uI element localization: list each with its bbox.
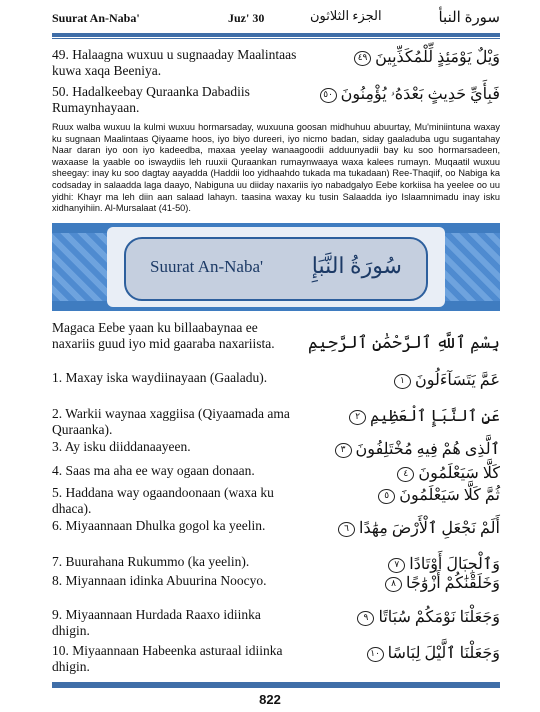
header-rule xyxy=(52,33,500,37)
verse-arabic xyxy=(352,47,500,67)
verse-arabic xyxy=(318,84,500,104)
verse-arabic xyxy=(395,463,500,483)
verse-translation: 7. Buurahana Rukummo (ka yeelin). xyxy=(52,554,250,569)
footer-rule xyxy=(52,682,500,688)
page-header xyxy=(52,8,500,34)
header-juz-label: Juz' 30 xyxy=(228,11,265,25)
verse-translation: 6. Miyaannaan Dhulka gogol ka yeelin. xyxy=(52,518,266,533)
verse-arabic-text: وَجَعَلْنَا نَوْمَكُمْ سُبَاتًا xyxy=(378,609,500,626)
header-juz-arabic: الجزء الثلاثون xyxy=(310,8,382,23)
verse-translation: 4. Saas ma aha ee way ogaan donaan. xyxy=(52,463,255,478)
page-number: 822 xyxy=(259,692,281,707)
verse-number-marker: ٩ xyxy=(357,611,374,626)
verse-translation: 10. Miyaannaan Habeenka asturaal idiinka dhigin. xyxy=(52,643,283,674)
verse-arabic-text: عَمَّ يَتَسَآءَلُونَ xyxy=(414,372,500,389)
verse-number-marker: ٤ xyxy=(397,467,414,482)
verse-translation: 5. Haddana way ogaandoonaan (waxa ku dhaca). xyxy=(52,485,274,516)
verse-translation: 50. Hadalkeebay Quraanka Dabadiis Rumaynhayaan. xyxy=(52,84,250,115)
verse-number-marker: ٣ xyxy=(335,443,352,458)
surah-banner xyxy=(52,223,500,311)
verse-arabic-text: أَلَمْ نَجْعَلِ ٱلْأَرْضَ مِهَٰدًا xyxy=(359,520,500,537)
verse-number-marker: ١ xyxy=(394,374,411,389)
verse-number-marker: ٨ xyxy=(385,577,402,592)
banner-title: Suurat An-Naba' xyxy=(150,257,264,276)
verse-arabic-text: وَجَعَلْنَا ٱلَّيْلَ لِبَاسًا xyxy=(387,645,500,662)
verse-arabic-text: كَلَّا سَيَعْلَمُونَ xyxy=(418,465,500,482)
verse-number-marker: ٧ xyxy=(388,558,405,573)
verse-translation: 49. Halaagna wuxuu u sugnaaday Maalintaas kuwa xaqa Beeniya. xyxy=(52,47,297,78)
verse-number-marker: ٦ xyxy=(338,522,355,537)
verse-number-marker: ٥٠ xyxy=(320,88,337,103)
verse-number-marker: ١٠ xyxy=(367,647,384,662)
basmala-translation: Magaca Eebe yaan ku billaabaynaa ee naxariis guud iyo mid gaaraba naxariista. xyxy=(52,320,275,351)
verse-number-marker: ٤٩ xyxy=(354,51,371,66)
verse-arabic xyxy=(386,554,500,574)
verse-arabic xyxy=(336,518,500,538)
verse-translation: 1. Maxay iska waydiinayaan (Gaaladu). xyxy=(52,370,268,385)
banner-title-arabic: سُورَةُ النَّبَإِ xyxy=(311,253,402,278)
verse-translation: 9. Miyaannaan Hurdada Raaxo idiinka dhigin. xyxy=(52,607,261,638)
verse-arabic-text: وَيْلٌ يَوْمَئِذٍ لِّلْمُكَذِّبِينَ xyxy=(375,49,500,66)
verse-arabic xyxy=(355,607,500,627)
verse-arabic xyxy=(392,370,500,390)
verse-arabic xyxy=(333,439,500,459)
verse-arabic xyxy=(365,643,500,663)
verse-arabic-text: وَٱلْجِبَالَ أَوْتَادًا xyxy=(409,556,500,573)
verse-translation: 8. Miyannaan idinka Abuurina Noocyo. xyxy=(52,573,267,588)
basmala-arabic: بِسْمِ ٱللَّهِ ٱلرَّحْمَٰنِ ٱلرَّحِيمِ xyxy=(307,333,500,352)
verse-number-marker: ٥ xyxy=(378,489,395,504)
verse-arabic-text: وَخَلَقْنَٰكُمْ أَزْوَٰجًا xyxy=(406,575,500,592)
verse-arabic xyxy=(383,573,500,593)
header-surah-name: Suurat An-Naba' xyxy=(52,11,140,25)
verse-translation: 2. Warkii waynaa xaggiisa (Qiyaamada ama Quraanka). xyxy=(52,406,290,437)
verse-arabic-text: عَنِ ٱلنَّبَإِ ٱلْعَظِيمِ xyxy=(370,408,500,425)
verse-arabic xyxy=(347,406,500,426)
verse-number-marker: ٢ xyxy=(349,410,366,425)
verse-translation: 3. Ay isku diiddanaayeen. xyxy=(52,439,191,454)
verse-arabic-text: فَبِأَيِّ حَدِيثٍ بَعْدَهُۥ يُؤْمِنُونَ xyxy=(340,86,500,103)
verse-arabic-text: ثُمَّ كَلَّا سَيَعْلَمُونَ xyxy=(399,487,500,504)
header-surah-arabic: سورة النبأ xyxy=(438,10,500,26)
verse-arabic-text: ٱلَّذِى هُمْ فِيهِ مُخْتَلِفُونَ xyxy=(355,441,500,458)
header-rule-thin xyxy=(52,38,500,39)
commentary-paragraph: Ruux walba wuxuu la kulmi wuxuu hormarsaday, wuxuuna goosan midhuhuu abuurtay, Mu'miniintuna waxay ku sugnaan Maalintaas Qiyaame hoos, iyo biyo dureeri, iyo nicmo badan, siday gaaladuba ugu sugantahay Naar daran iyo oon iyo kadeedba, maxaa yeelay wanaagoodii adduunyadii bay ku soo hormarsadeen, waxaase la yaable oo iswaydiis leh ruuxii Quraankan rumaynwaaya waxa kalees rumayn. Muqaatil wuxuu sheegay: inay ku soo dagtay aayadda (Haddii loo yidhaahdo tukada ma tukadaan) Ree-Thaqiif, oo Nabiga ka codsaday in salaadda laga daayo, Nabiguna uu diiday naxariis iyo nabadgalyo Eebe korkiisa ha yeelee oo uu yidhi: Khayr ma leh diin aan salaad lahayn. taasina waxay ku tusin Salaadda iyo Islaamnimadu inay isku xidhanyihiin. Al-Mursalaat (41-50). xyxy=(52,122,500,214)
verse-arabic xyxy=(376,485,500,505)
